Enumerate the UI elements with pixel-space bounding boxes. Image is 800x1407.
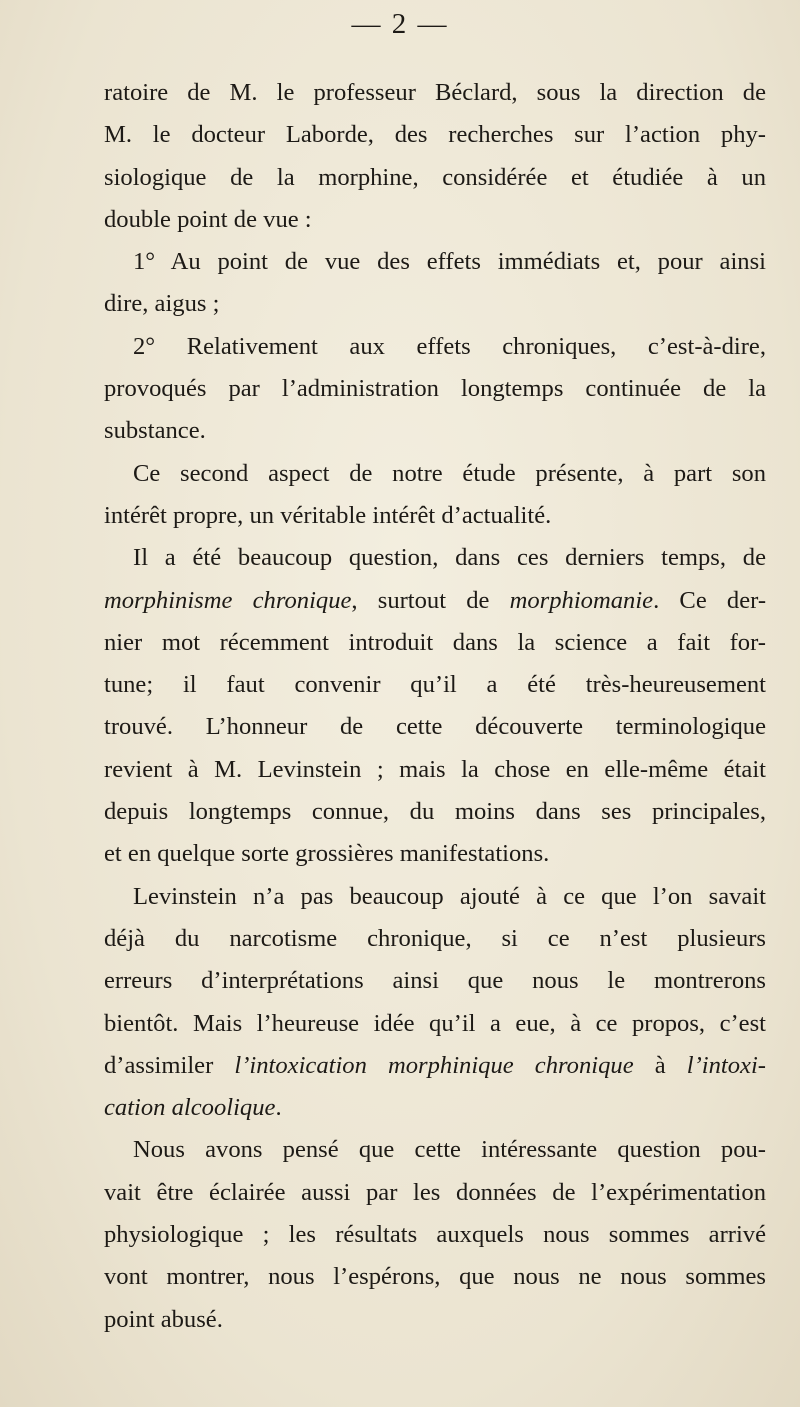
italic-term: l’intoxication morphinique chronique xyxy=(234,1051,634,1079)
text-line: double point de vue : xyxy=(104,205,312,233)
text-line xyxy=(104,1087,766,1129)
text-run: . Ce der- xyxy=(653,586,767,614)
text-line xyxy=(104,537,766,579)
text-line xyxy=(104,580,766,622)
text-line: tune; il faut convenir qu’il a été très-heureusement xyxy=(104,671,766,699)
text-line: revient à M. Levinstein ; mais la chose en elle-même était xyxy=(104,755,766,783)
text-line: substance. xyxy=(104,417,206,445)
text-line: point abusé. xyxy=(104,1305,223,1333)
text-line: provoqués par l’administration longtemps continuée de la xyxy=(104,375,766,403)
text-line: déjà du narcotisme chronique, si ce n’est plusieurs xyxy=(104,924,766,952)
text-line: Ce second aspect de notre étude présente, à part son xyxy=(133,459,766,487)
text-run: . xyxy=(275,1094,282,1122)
text-line xyxy=(104,1045,766,1087)
text-line: depuis longtemps connue, du moins dans ses principales, xyxy=(104,798,766,826)
text-run: Il a été beaucoup question, dans ces derniers temps, de xyxy=(133,544,766,572)
italic-term: morphiomanie xyxy=(509,586,654,614)
text-line: 2° Relativement aux effets chroniques, c’est-à-dire, xyxy=(133,332,766,360)
text-line: et en quelque sorte grossières manifestations. xyxy=(104,840,550,868)
text-line: M. le docteur Laborde, des recherches sur l’action phy- xyxy=(104,121,766,149)
italic-term: morphinisme chronique xyxy=(104,586,352,614)
italic-term: l’intoxi- xyxy=(686,1051,766,1079)
text-line: trouvé. L’honneur de cette découverte terminologique xyxy=(104,713,766,741)
text-line: bientôt. Mais l’heureuse idée qu’il a eue, à ce propos, c’est xyxy=(104,1009,766,1037)
text-line: dire, aigus ; xyxy=(104,290,220,318)
text-line: Levinstein n’a pas beaucoup ajouté à ce que l’on savait xyxy=(133,882,766,910)
text-line: intérêt propre, un véritable intérêt d’actualité. xyxy=(104,501,552,529)
text-line: 1° Au point de vue des effets immédiats et, pour ainsi xyxy=(133,248,766,276)
text-line: nier mot récemment introduit dans la science a fait for- xyxy=(104,628,766,656)
text-line: Nous avons pensé que cette intéressante question pou- xyxy=(133,1136,766,1164)
text-line: physiologique ; les résultats auxquels nous sommes arrivé xyxy=(104,1221,766,1249)
text-line: ratoire de M. le professeur Béclard, sous la direction de xyxy=(104,79,766,106)
text-run: d’assimiler xyxy=(104,1051,235,1079)
text-run: à xyxy=(633,1051,687,1079)
text-line: vait être éclairée aussi par les données de l’expérimentation xyxy=(104,1178,766,1206)
text-line: erreurs d’interprétations ainsi que nous le montrerons xyxy=(104,967,766,995)
italic-term: cation alcoolique xyxy=(104,1094,276,1122)
text-run: , surtout de xyxy=(351,586,510,614)
page-number: — 2 — xyxy=(351,8,449,40)
text-line: siologique de la morphine, considérée et étudiée à un xyxy=(104,163,766,191)
text-line: vont montrer, nous l’espérons, que nous ne nous sommes xyxy=(104,1263,766,1291)
body-text xyxy=(104,72,766,1341)
